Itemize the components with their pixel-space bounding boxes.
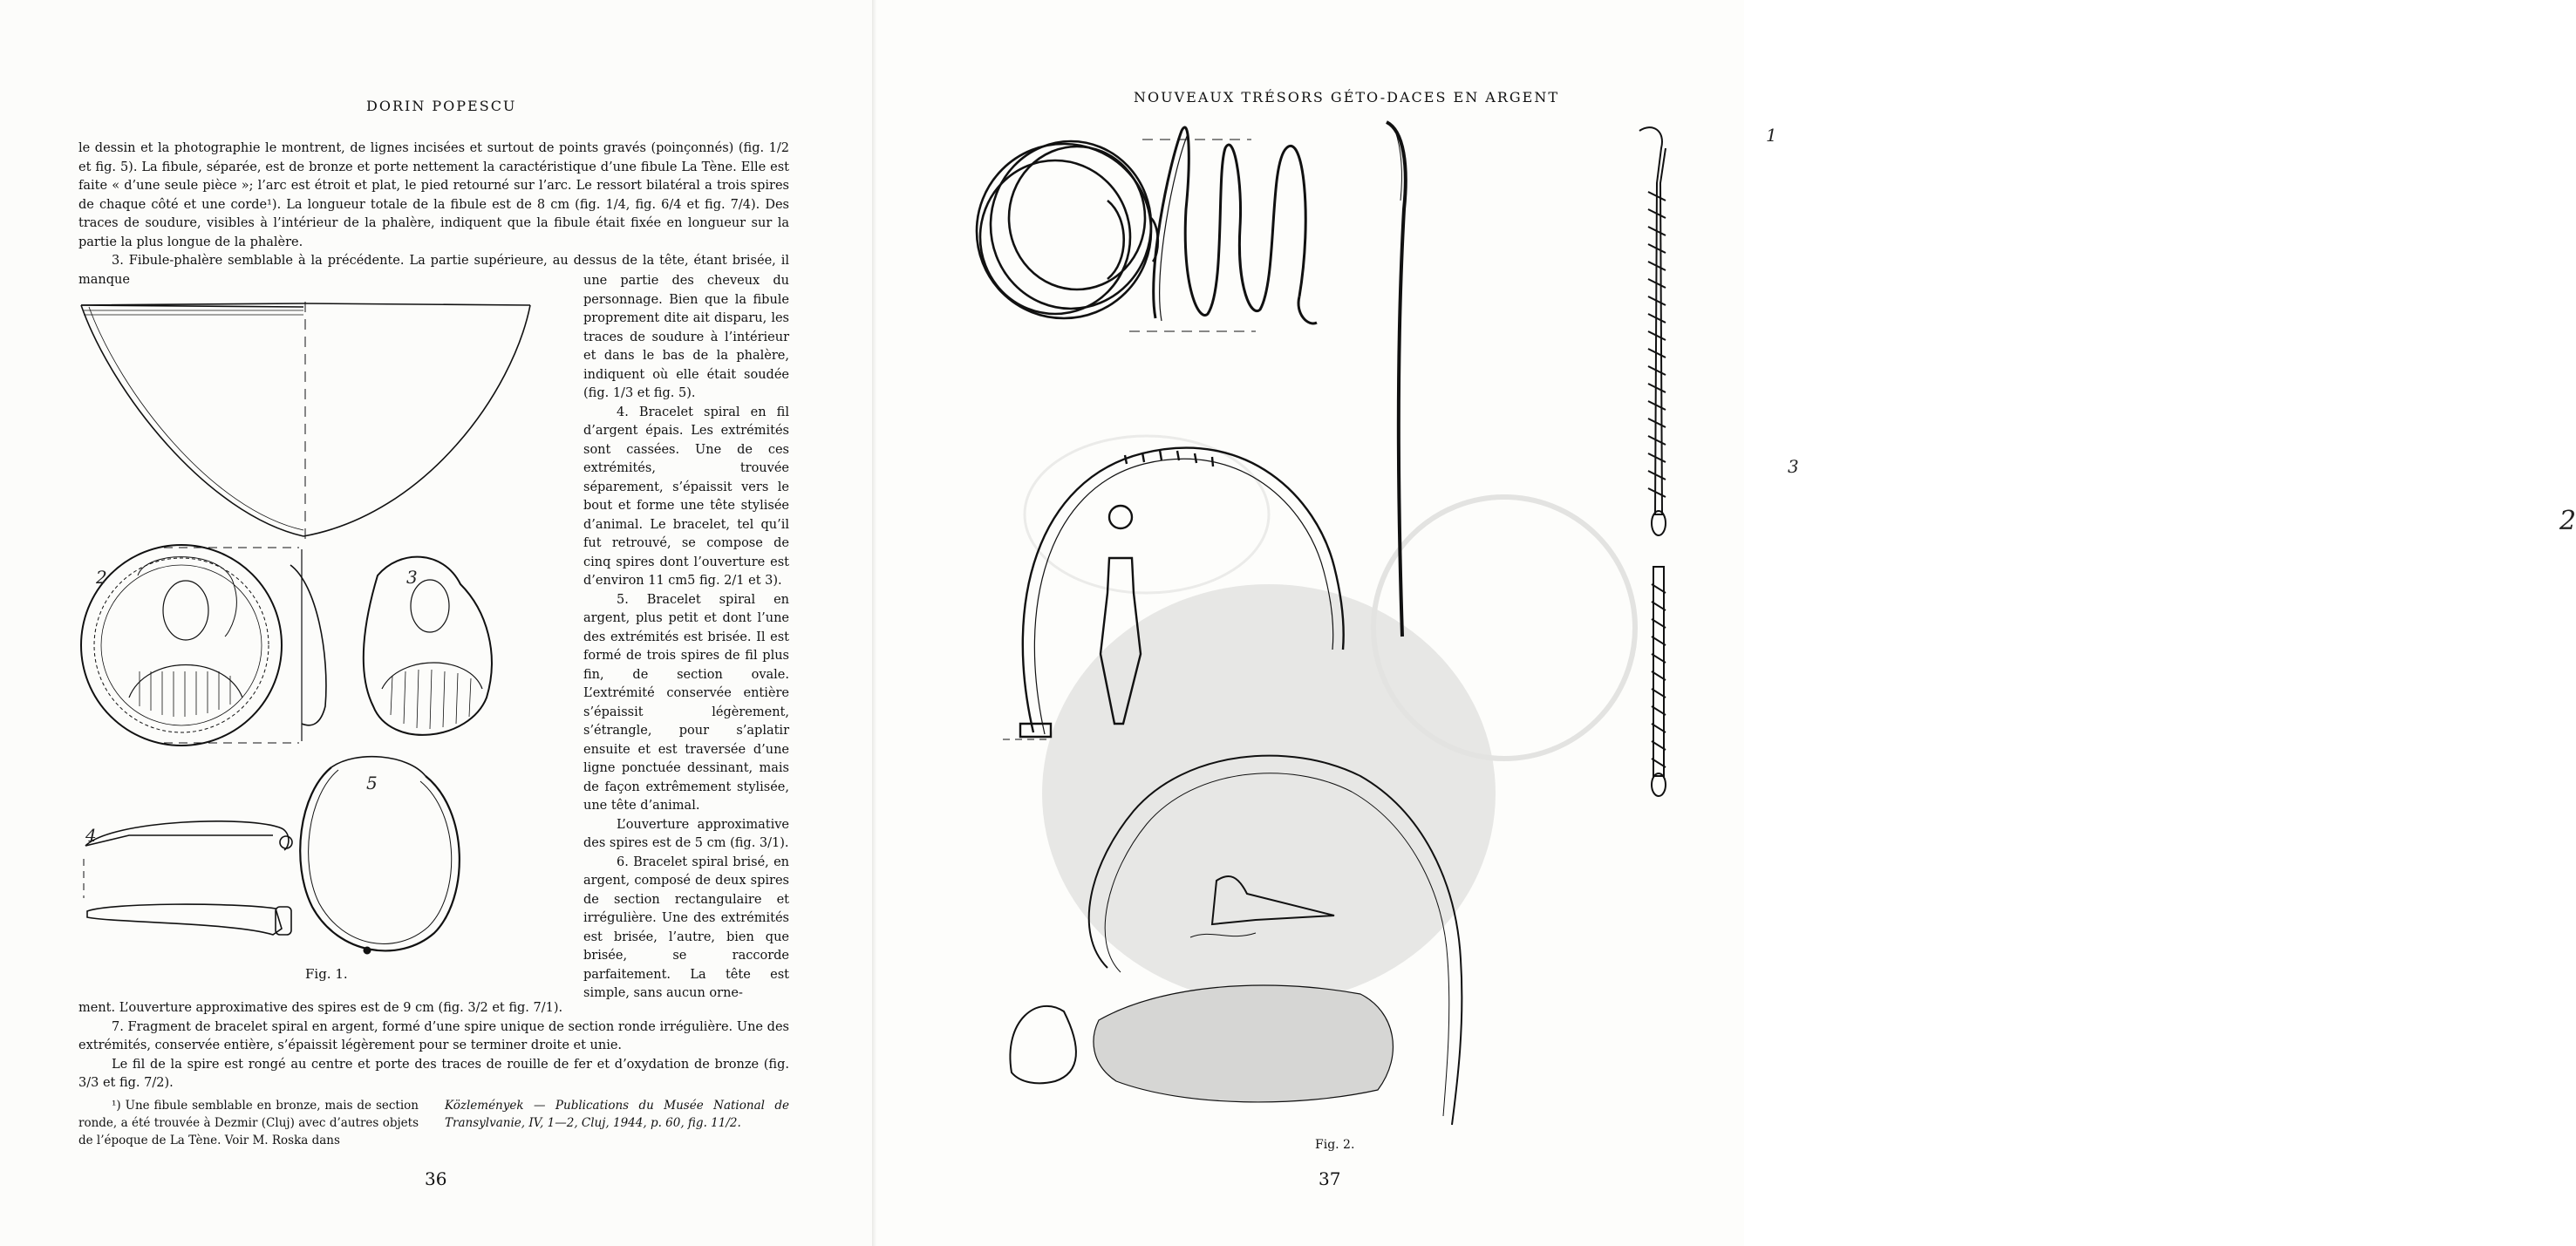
footnote-left-column	[78, 1097, 419, 1149]
phalere-broken-drawing	[364, 557, 492, 735]
small-bracelet-drawing	[300, 757, 460, 954]
figure-2-caption: Fig. 2.	[1315, 1138, 1355, 1152]
footnote-1-text: ¹) Une fibule semblable en bronze, mais de section ronde, a été trouvée à Dezmir (Cluj) avec d’autres objets de l’époque de La Tène. Voir M. Roska dans	[78, 1099, 419, 1147]
fibula-drawing	[84, 821, 292, 935]
footnote-right-column	[445, 1097, 789, 1132]
paragraph-6-end: ment. L’ouverture approximative des spires est de 9 cm (fig. 3/2 et fig. 7/1).	[78, 1001, 563, 1015]
column-paragraph-4: 4. Bracelet spiral en fil d’argent épais. Les extrémités sont cassées. Une de ces extrémités, trouvée séparement, s’épaissit vers le bout et forme une tête stylisée d’animal. Le bracelet, tel qu’il fut retrouvé, se compose de cinq spires dont l’ouverture est d’environ 11 cm5 fig. 2/1 et 3).	[583, 405, 789, 588]
text-column	[583, 272, 789, 1004]
braided-chain-drawing	[1639, 127, 1666, 796]
figure-1-drawings	[77, 288, 583, 968]
running-header-right: NOUVEAUX TRÉSORS GÉTO-DACES EN ARGENT	[1134, 89, 1560, 106]
fig-1-number-2: 2	[96, 567, 107, 588]
wire-coil-drawing	[977, 141, 1158, 318]
column-paragraph-5-opening: L’ouverture approximative des spires est de 5 cm (fig. 3/1).	[583, 817, 789, 850]
phalere-profile-drawing	[81, 302, 530, 541]
column-paragraph-3-cont: une partie des cheveux du personnage. Bien que la fibule proprement dite ait disparu, les traces de soudure à l’intérieur et dans le bas de la phalère, indiquent où elle était soudée (fig. 1/3 et fig. 5).	[583, 274, 789, 400]
paragraph-7: 7. Fragment de bracelet spiral en argent, formé d’une spire unique de section ronde irrégulière. Une des extrémités, conservée entière, s’épaissit légèrement pour se terminer droite et unie.	[78, 1019, 789, 1052]
arc-bracelet-drawing	[1003, 448, 1344, 739]
right-page	[876, 0, 2576, 1246]
running-header-left: DORIN POPESCU	[366, 98, 517, 114]
paragraph-7-cont: Le fil de la spire est rongé au centre et porte des traces de rouille de fer et d’oxydation de bronze (fig. 3/3 et fig. 7/2).	[78, 1057, 789, 1090]
page-number-right: 37	[1319, 1168, 1341, 1189]
fig-1-number-4: 4	[85, 825, 97, 846]
figure-2-drawings	[968, 113, 1735, 1142]
page-number-left: 36	[425, 1168, 447, 1189]
paragraph-top-text: le dessin et la photographie le montrent, de lignes incisées et surtout de points gravés (poinçonnés) (fig. 1/2 et fig. 5). La fibule, séparée, est de bronze et porte nettement la caractéristique d’une fibule La Tène. Elle est faite « d’une seule pièce »; l’arc est étroit et plat, le pied retourné sur l’arc. Le ressort bilatéral a trois spires de chaque côté et une corde¹). La longueur totale de la fibule est de 8 cm (fig. 1/4, fig. 6/4 et fig. 7/4). Des traces de soudure, visibles à l’intérieur de la phalère, indiquent que la fibule était fixée en longueur sur la partie la plus longue de la phalère.	[78, 141, 789, 249]
fig-2-number-2: 2	[2559, 506, 2576, 536]
paragraph-top	[78, 140, 789, 289]
paragraph-3-first-line: 3. Fibule-phalère semblable à la précédente. La partie supérieure, au dessus de la tête, étant brisée, il manque	[78, 254, 789, 287]
fig-2-number-3: 3	[1788, 456, 1799, 477]
figure-1-caption: Fig. 1.	[305, 966, 348, 982]
fig-1-number-3: 3	[406, 567, 418, 588]
left-page	[0, 0, 876, 1246]
phalere-front-drawing	[81, 545, 326, 746]
column-paragraph-5: 5. Bracelet spiral en argent, plus petit et dont l’une des extrémités est brisée. Il est formé de trois spires de fil plus fin, de section ovale. L’extrémité conservée entière s’épaissit légèrement, s’étrangle, pour s’aplatir ensuite et est traversée d’une ligne ponctuée dessinant, mais de façon extrêmement stylisée, une tête d’animal.	[583, 592, 789, 813]
corroded-fragment-drawing	[1010, 756, 1462, 1125]
fig-1-number-5: 5	[366, 773, 378, 793]
column-paragraph-6: 6. Bracelet spiral brisé, en argent, composé de deux spires de section rectangulaire et irrégulière. Une des extrémités est brisée, l’autre, bien que brisée, se raccorde parfaitement. La tête est simple, sans aucun orne-	[583, 854, 789, 1000]
fig-2-number-1: 1	[1766, 125, 1777, 146]
spiral-bracelet-drawing	[1129, 122, 1406, 637]
footnote-1-citation: Közlemények — Publications du Musée National de Transylvanie, IV, 1—2, Cluj, 1944, p. 60, fig. 11/2.	[445, 1099, 789, 1130]
paragraph-bottom	[78, 999, 789, 1093]
